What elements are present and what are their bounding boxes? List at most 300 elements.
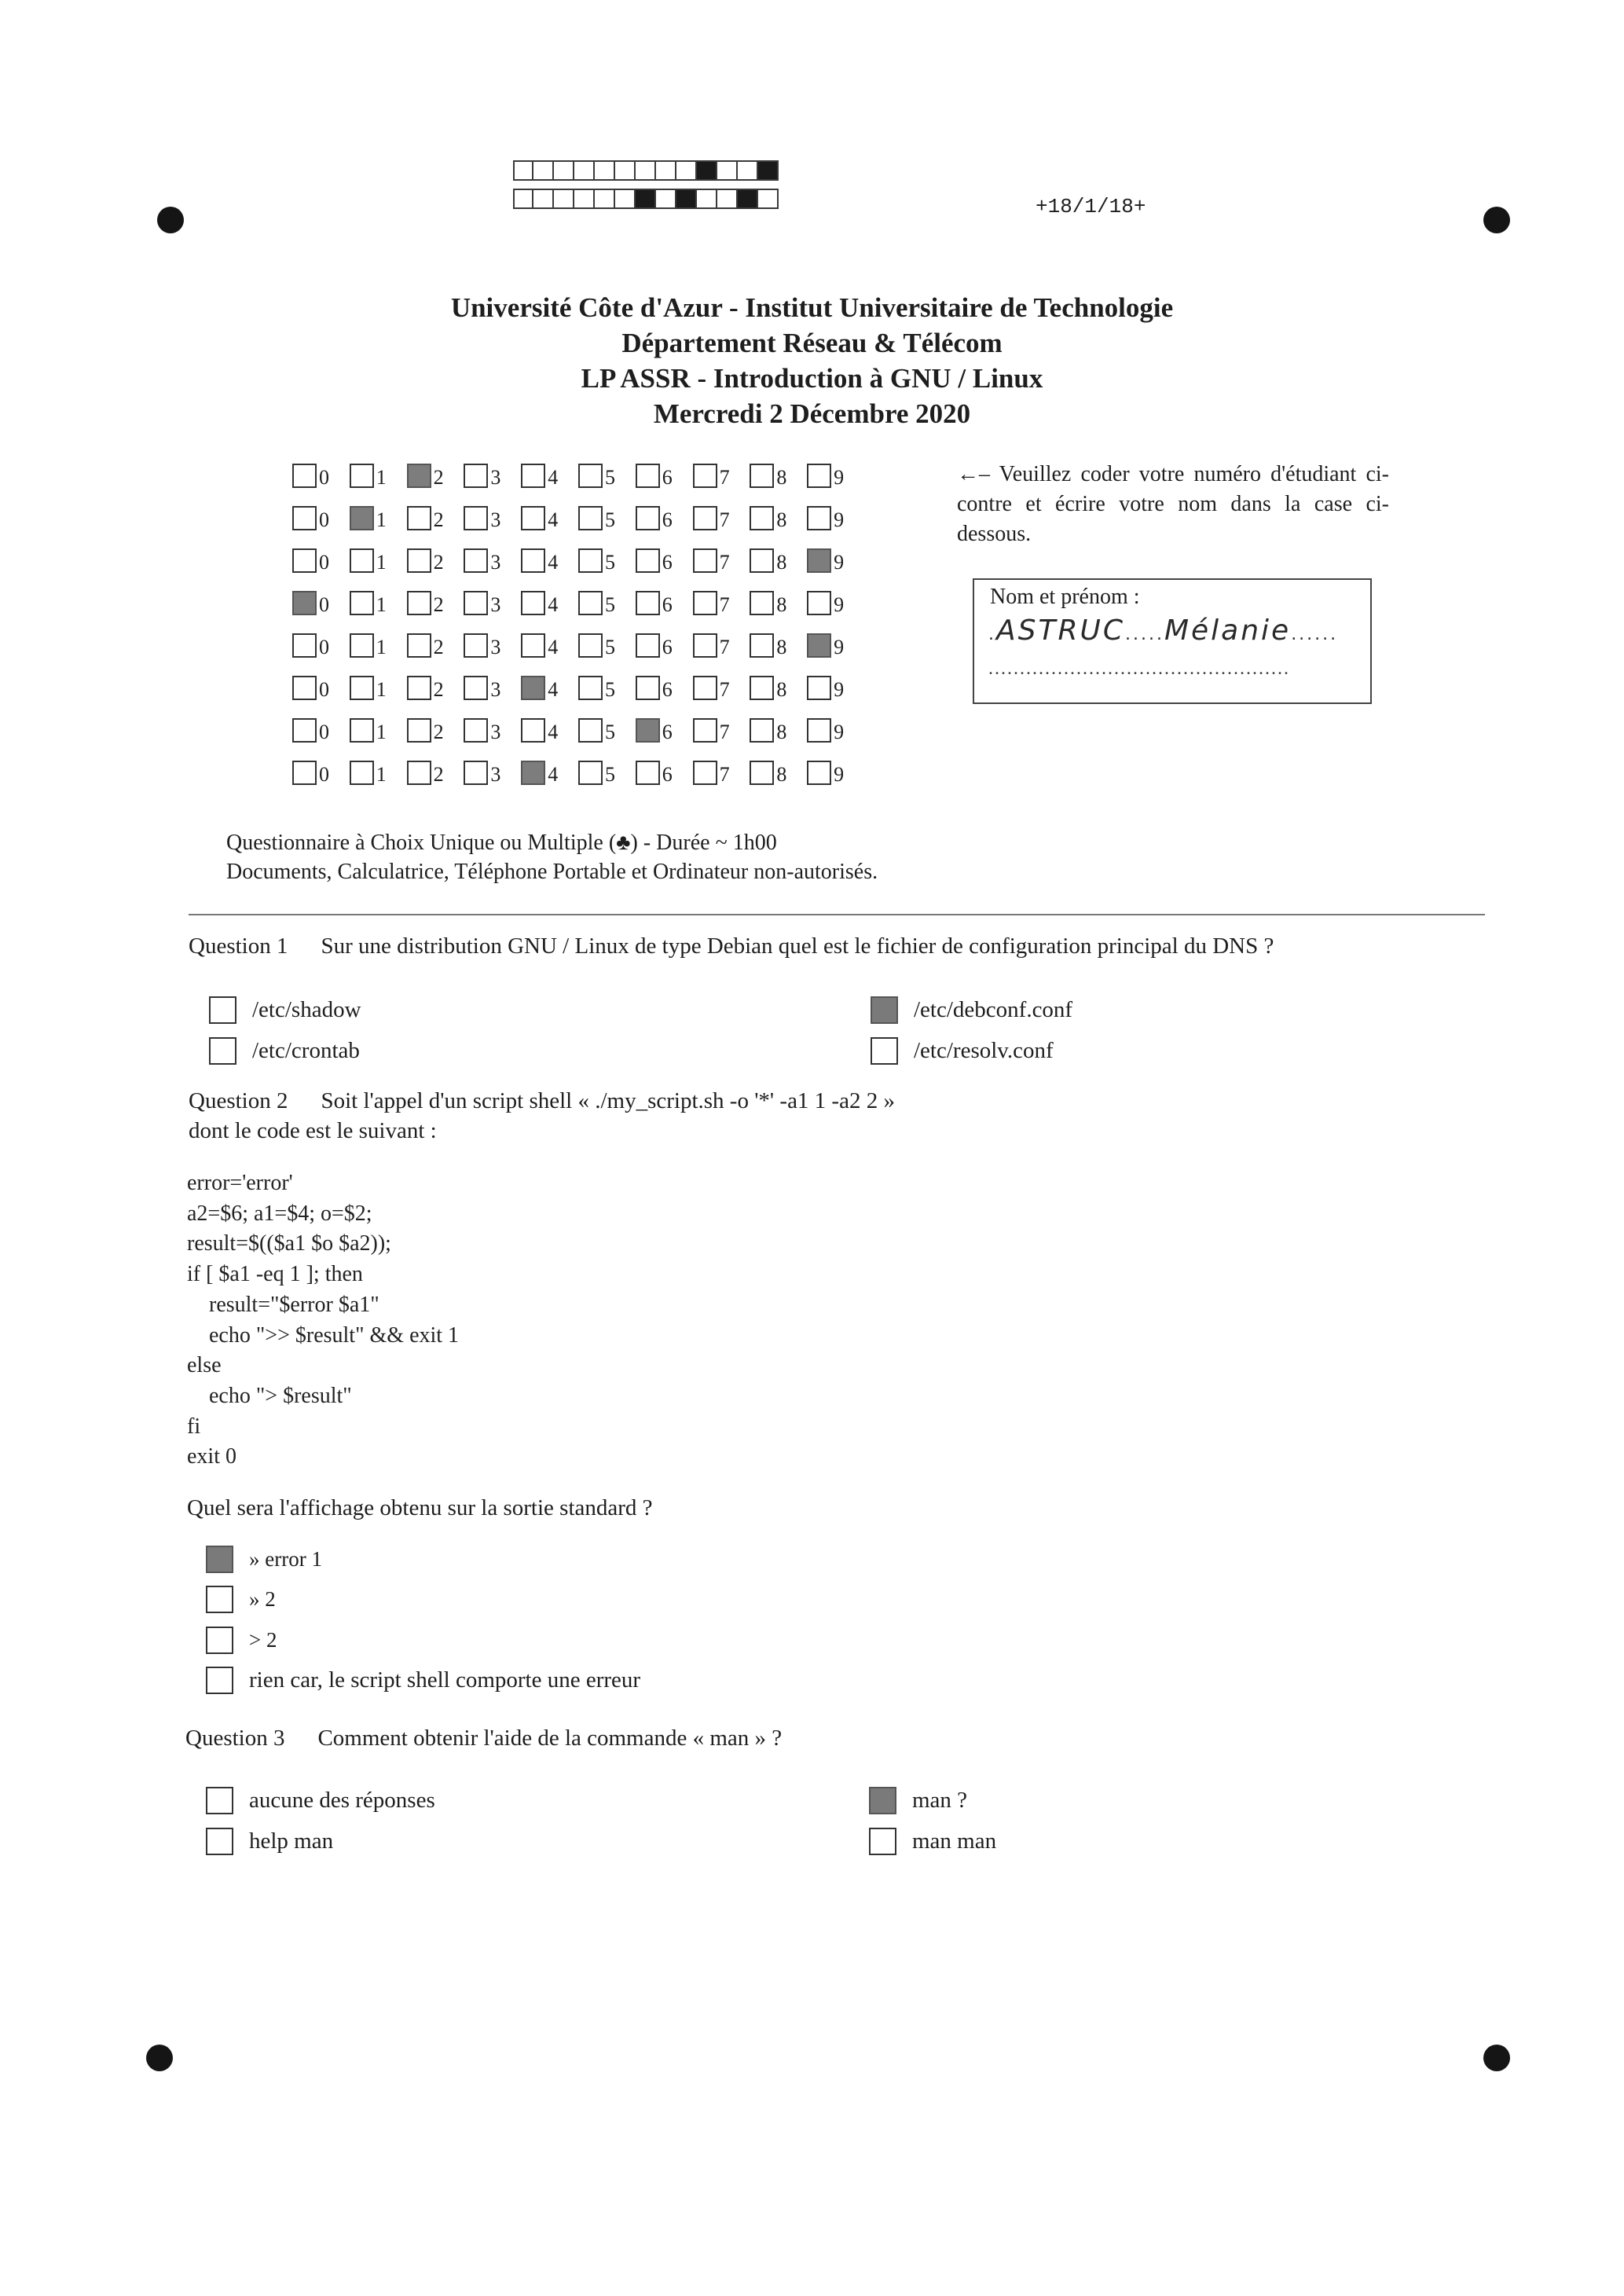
digit-option[interactable]: [578, 545, 636, 573]
question-2-title: [189, 1088, 895, 1114]
barcode-cell: [717, 160, 738, 181]
digit-option[interactable]: [636, 545, 693, 573]
digit-checkbox[interactable]: [636, 676, 660, 700]
barcode-cell: [758, 189, 779, 209]
digit-label: 4: [548, 636, 559, 658]
digit-option[interactable]: [693, 672, 750, 700]
digit-checkbox[interactable]: [521, 718, 545, 743]
digit-checkbox[interactable]: [578, 761, 603, 785]
digit-label: 4: [548, 678, 559, 701]
digit-label: 6: [662, 678, 673, 701]
digit-label: 8: [776, 721, 787, 743]
digit-option[interactable]: [350, 629, 407, 658]
digit-label: 7: [719, 593, 730, 616]
digit-checkbox[interactable]: [407, 633, 431, 658]
exam-info-line1: Questionnaire à Choix Unique ou Multiple (♣) - Durée ~ 1h00: [226, 831, 777, 855]
barcode-cell: [554, 189, 574, 209]
student-number-row-6: [292, 672, 864, 700]
digit-option[interactable]: [578, 502, 636, 530]
digit-option[interactable]: [292, 502, 350, 530]
barcode-cell: [513, 189, 533, 209]
digit-checkbox[interactable]: [464, 761, 488, 785]
barcode-cell: [676, 189, 697, 209]
digit-label: 1: [376, 508, 387, 531]
digit-checkbox[interactable]: [807, 718, 831, 743]
digit-option[interactable]: [693, 587, 750, 615]
q2-option-4-checkbox[interactable]: [206, 1667, 233, 1694]
digit-checkbox[interactable]: [292, 548, 317, 573]
digit-label: 5: [604, 678, 615, 701]
name-box-label: Nom et prénom :: [990, 585, 1140, 609]
digit-option[interactable]: [636, 757, 693, 785]
digit-option[interactable]: [350, 545, 407, 573]
digit-option[interactable]: [407, 757, 464, 785]
name-box[interactable]: [973, 578, 1372, 704]
barcode-cell: [513, 160, 533, 181]
digit-label: 8: [776, 678, 787, 701]
digit-checkbox[interactable]: [636, 761, 660, 785]
q1-option-4-checkbox[interactable]: [871, 1037, 898, 1065]
q2-option-3-checkbox[interactable]: [206, 1627, 233, 1654]
registration-mark-bottom-left: [146, 2045, 173, 2071]
q3-option-1-checkbox[interactable]: [206, 1787, 233, 1814]
digit-option[interactable]: [807, 545, 864, 573]
header-date: Mercredi 2 Décembre 2020: [653, 398, 971, 429]
digit-option[interactable]: [292, 629, 350, 658]
q2-option-2-checkbox[interactable]: [206, 1586, 233, 1613]
dots-b: ......: [1291, 625, 1339, 644]
digit-checkbox[interactable]: [636, 633, 660, 658]
digit-label: 9: [834, 678, 845, 701]
digit-option[interactable]: [464, 757, 521, 785]
digit-option[interactable]: [464, 545, 521, 573]
digit-checkbox[interactable]: [807, 676, 831, 700]
digit-label: 6: [662, 593, 673, 616]
digit-option[interactable]: [807, 502, 864, 530]
digit-label: 8: [776, 466, 787, 489]
digit-checkbox[interactable]: [521, 464, 545, 488]
digit-checkbox[interactable]: [292, 464, 317, 488]
digit-checkbox[interactable]: [350, 591, 374, 615]
digit-option[interactable]: [521, 502, 578, 530]
digit-label: 3: [490, 636, 501, 658]
digit-checkbox[interactable]: [521, 676, 545, 700]
digit-option[interactable]: [693, 460, 750, 488]
digit-label: 4: [548, 466, 559, 489]
digit-checkbox[interactable]: [578, 591, 603, 615]
instructions-text: ←– Veuillez coder votre numéro d'étudiant ci-contre et écrire votre nom dans la case ci-dessous.: [957, 462, 1389, 546]
digit-checkbox[interactable]: [292, 676, 317, 700]
digit-checkbox[interactable]: [578, 506, 603, 530]
digit-option[interactable]: [407, 587, 464, 615]
digit-label: 5: [604, 551, 615, 574]
digit-option[interactable]: [750, 545, 807, 573]
student-number-row-8: [292, 757, 864, 785]
digit-checkbox[interactable]: [636, 506, 660, 530]
digit-checkbox[interactable]: [407, 506, 431, 530]
barcode-row-1: [513, 160, 779, 181]
digit-checkbox[interactable]: [807, 591, 831, 615]
digit-option[interactable]: [578, 587, 636, 615]
q1-option-3[interactable]: [209, 1037, 360, 1065]
digit-checkbox[interactable]: [750, 548, 774, 573]
q3-option-3[interactable]: [206, 1828, 333, 1855]
q1-option-2-checkbox[interactable]: [871, 996, 898, 1024]
digit-checkbox[interactable]: [350, 464, 374, 488]
q1-option-3-label: /etc/crontab: [252, 1038, 360, 1063]
digit-label: 5: [604, 466, 615, 489]
digit-checkbox[interactable]: [407, 761, 431, 785]
digit-checkbox[interactable]: [693, 548, 717, 573]
digit-label: 1: [376, 678, 387, 701]
digit-checkbox[interactable]: [292, 506, 317, 530]
digit-option[interactable]: [636, 460, 693, 488]
digit-checkbox[interactable]: [636, 464, 660, 488]
digit-option[interactable]: [693, 757, 750, 785]
digit-label: 3: [490, 678, 501, 701]
digit-checkbox[interactable]: [578, 633, 603, 658]
digit-checkbox[interactable]: [292, 761, 317, 785]
digit-option[interactable]: [521, 672, 578, 700]
registration-mark-top-left: [157, 207, 184, 233]
q2-option-1-checkbox[interactable]: [206, 1546, 233, 1573]
digit-label: 3: [490, 551, 501, 574]
q3-option-2-checkbox[interactable]: [869, 1787, 896, 1814]
digit-label: 9: [834, 593, 845, 616]
digit-checkbox[interactable]: [464, 676, 488, 700]
digit-option[interactable]: [407, 545, 464, 573]
digit-option[interactable]: [578, 757, 636, 785]
barcode-cell: [636, 189, 656, 209]
digit-option[interactable]: [292, 587, 350, 615]
digit-checkbox[interactable]: [521, 548, 545, 573]
q3-option-3-label: help man: [249, 1828, 334, 1854]
digit-option[interactable]: [407, 672, 464, 700]
digit-label: 7: [719, 636, 730, 658]
question-3-text: Comment obtenir l'aide de la commande « man » ?: [317, 1726, 783, 1751]
digit-checkbox[interactable]: [693, 506, 717, 530]
digit-option[interactable]: [807, 460, 864, 488]
digit-label: 5: [604, 721, 615, 743]
barcode-row-2: [513, 189, 779, 209]
barcode-cell: [697, 189, 717, 209]
digit-checkbox[interactable]: [693, 464, 717, 488]
digit-label: 7: [719, 678, 730, 701]
digit-option[interactable]: [578, 714, 636, 743]
digit-option[interactable]: [464, 714, 521, 743]
digit-checkbox[interactable]: [350, 548, 374, 573]
digit-option[interactable]: [750, 672, 807, 700]
digit-checkbox[interactable]: [750, 591, 774, 615]
q2-option-3[interactable]: [206, 1627, 277, 1654]
digit-option[interactable]: [292, 460, 350, 488]
q1-option-1-checkbox[interactable]: [209, 996, 236, 1024]
digit-option[interactable]: [807, 629, 864, 658]
digit-checkbox[interactable]: [578, 676, 603, 700]
q3-option-3-checkbox[interactable]: [206, 1828, 233, 1855]
digit-label: 0: [319, 593, 329, 616]
header-course: LP ASSR - Introduction à GNU / Linux: [581, 363, 1043, 394]
digit-label: 1: [376, 466, 387, 489]
digit-checkbox[interactable]: [407, 591, 431, 615]
digit-label: 2: [433, 551, 444, 574]
digit-option[interactable]: [521, 714, 578, 743]
barcode-cell: [554, 160, 574, 181]
q3-option-1-label: aucune des réponses: [249, 1788, 435, 1813]
digit-checkbox[interactable]: [350, 761, 374, 785]
digit-option[interactable]: [521, 587, 578, 615]
digit-checkbox[interactable]: [693, 718, 717, 743]
digit-option[interactable]: [750, 757, 807, 785]
digit-option[interactable]: [292, 714, 350, 743]
dots-lead: .: [988, 625, 996, 644]
q3-option-1[interactable]: [206, 1787, 435, 1814]
digit-label: 8: [776, 551, 787, 574]
q1-option-4[interactable]: [871, 1037, 1054, 1065]
q2-option-1[interactable]: [206, 1546, 322, 1573]
q2-option-2[interactable]: [206, 1586, 276, 1613]
digit-label: 6: [662, 636, 673, 658]
q3-option-2-label: man ?: [912, 1788, 968, 1813]
digit-checkbox[interactable]: [636, 718, 660, 743]
digit-label: 4: [548, 508, 559, 531]
name-box-dotted-line: ................................................: [988, 658, 1290, 679]
digit-option[interactable]: [636, 629, 693, 658]
digit-option[interactable]: [350, 587, 407, 615]
digit-checkbox[interactable]: [807, 548, 831, 573]
digit-checkbox[interactable]: [292, 633, 317, 658]
digit-checkbox[interactable]: [521, 633, 545, 658]
q1-option-3-checkbox[interactable]: [209, 1037, 236, 1065]
digit-checkbox[interactable]: [807, 506, 831, 530]
digit-option[interactable]: [693, 629, 750, 658]
digit-option[interactable]: [407, 629, 464, 658]
digit-option[interactable]: [693, 502, 750, 530]
digit-checkbox[interactable]: [636, 591, 660, 615]
digit-label: 0: [319, 508, 329, 531]
sheet-code: +18/1/18+: [1036, 195, 1146, 218]
digit-checkbox[interactable]: [521, 761, 545, 785]
digit-option[interactable]: [464, 502, 521, 530]
digit-option[interactable]: [636, 502, 693, 530]
digit-label: 0: [319, 678, 329, 701]
digit-label: 0: [319, 636, 329, 658]
question-2-text: Soit l'appel d'un script shell « ./my_script.sh -o '*' -a1 1 -a2 2 »: [321, 1088, 895, 1113]
digit-option[interactable]: [407, 460, 464, 488]
barcode-cell: [636, 160, 656, 181]
digit-checkbox[interactable]: [578, 548, 603, 573]
digit-label: 9: [834, 763, 845, 786]
q2-option-3-label: > 2: [249, 1628, 277, 1652]
digit-option[interactable]: [693, 545, 750, 573]
digit-label: 2: [433, 466, 444, 489]
digit-option[interactable]: [750, 629, 807, 658]
digit-option[interactable]: [464, 672, 521, 700]
digit-checkbox[interactable]: [693, 633, 717, 658]
digit-label: 6: [662, 551, 673, 574]
digit-label: 6: [662, 763, 673, 786]
digit-checkbox[interactable]: [578, 718, 603, 743]
digit-option[interactable]: [636, 714, 693, 743]
q2-option-2-label: » 2: [249, 1587, 276, 1611]
q3-option-4[interactable]: [869, 1828, 996, 1855]
digit-checkbox[interactable]: [750, 464, 774, 488]
digit-option[interactable]: [807, 672, 864, 700]
digit-checkbox[interactable]: [693, 761, 717, 785]
exam-info-line2: Documents, Calculatrice, Téléphone Portable et Ordinateur non-autorisés.: [226, 860, 878, 884]
question-2-code: error='error' a2=$6; a1=$4; o=$2; result=$(($a1 $o $a2)); if [ $a1 -eq 1 ]; then result="$error $a1" echo ">> $result" && exit 1 else echo "> $result" fi exit 0: [187, 1171, 460, 1469]
handwritten-last-name: ASTRUC: [996, 614, 1125, 647]
digit-option[interactable]: [464, 587, 521, 615]
digit-label: 1: [376, 721, 387, 743]
question-2-prompt: Quel sera l'affichage obtenu sur la sortie standard ?: [187, 1495, 653, 1520]
digit-checkbox[interactable]: [292, 718, 317, 743]
digit-checkbox[interactable]: [407, 464, 431, 488]
digit-option[interactable]: [807, 714, 864, 743]
digit-label: 1: [376, 551, 387, 574]
digit-checkbox[interactable]: [807, 464, 831, 488]
barcode-cell: [697, 160, 717, 181]
digit-label: 6: [662, 721, 673, 743]
q1-option-1[interactable]: [209, 996, 361, 1024]
digit-checkbox[interactable]: [750, 633, 774, 658]
digit-option[interactable]: [350, 714, 407, 743]
digit-option[interactable]: [750, 460, 807, 488]
digit-option[interactable]: [464, 460, 521, 488]
digit-label: 5: [604, 593, 615, 616]
digit-label: 7: [719, 466, 730, 489]
digit-checkbox[interactable]: [464, 591, 488, 615]
digit-checkbox[interactable]: [807, 633, 831, 658]
digit-option[interactable]: [578, 629, 636, 658]
digit-option[interactable]: [578, 672, 636, 700]
digit-checkbox[interactable]: [350, 718, 374, 743]
digit-checkbox[interactable]: [407, 718, 431, 743]
barcode-cell: [717, 189, 738, 209]
digit-checkbox[interactable]: [350, 633, 374, 658]
question-3-title: [185, 1726, 782, 1751]
digit-label: 9: [834, 508, 845, 531]
q3-option-4-label: man man: [912, 1828, 997, 1854]
digit-label: 0: [319, 551, 329, 574]
digit-option[interactable]: [407, 502, 464, 530]
digit-option[interactable]: [521, 629, 578, 658]
digit-option[interactable]: [350, 672, 407, 700]
digit-option[interactable]: [807, 587, 864, 615]
barcode-cell: [615, 189, 636, 209]
digit-option[interactable]: [521, 460, 578, 488]
digit-checkbox[interactable]: [693, 591, 717, 615]
digit-option[interactable]: [750, 502, 807, 530]
digit-option[interactable]: [521, 545, 578, 573]
q3-option-4-checkbox[interactable]: [869, 1828, 896, 1855]
digit-option[interactable]: [807, 757, 864, 785]
digit-label: 8: [776, 636, 787, 658]
digit-label: 6: [662, 466, 673, 489]
digit-checkbox[interactable]: [750, 718, 774, 743]
digit-checkbox[interactable]: [464, 718, 488, 743]
digit-option[interactable]: [750, 714, 807, 743]
question-1-number: Question 1: [189, 933, 288, 959]
digit-checkbox[interactable]: [807, 761, 831, 785]
digit-checkbox[interactable]: [350, 676, 374, 700]
digit-option[interactable]: [521, 757, 578, 785]
barcode-cell: [738, 160, 758, 181]
student-number-row-2: [292, 502, 864, 530]
digit-option[interactable]: [578, 460, 636, 488]
digit-checkbox[interactable]: [407, 676, 431, 700]
digit-checkbox[interactable]: [464, 633, 488, 658]
digit-label: 1: [376, 763, 387, 786]
digit-option[interactable]: [464, 629, 521, 658]
dots-a: .....: [1124, 625, 1164, 644]
q3-option-2[interactable]: [869, 1787, 967, 1814]
digit-option[interactable]: [750, 587, 807, 615]
digit-checkbox[interactable]: [350, 506, 374, 530]
digit-option[interactable]: [636, 587, 693, 615]
digit-label: 9: [834, 636, 845, 658]
barcode-cell: [615, 160, 636, 181]
digit-checkbox[interactable]: [521, 506, 545, 530]
header-university: Université Côte d'Azur - Institut Universitaire de Technologie: [450, 292, 1174, 323]
digit-checkbox[interactable]: [578, 464, 603, 488]
digit-label: 9: [834, 551, 845, 574]
barcode-cell: [656, 160, 676, 181]
digit-label: 8: [776, 593, 787, 616]
digit-label: 8: [776, 763, 787, 786]
digit-checkbox[interactable]: [407, 548, 431, 573]
q1-option-2[interactable]: [871, 996, 1072, 1024]
digit-label: 7: [719, 763, 730, 786]
digit-checkbox[interactable]: [292, 591, 317, 615]
digit-checkbox[interactable]: [693, 676, 717, 700]
barcode-cell: [574, 160, 595, 181]
q2-option-1-label: » error 1: [249, 1547, 322, 1571]
digit-label: 1: [376, 593, 387, 616]
digit-label: 7: [719, 721, 730, 743]
digit-label: 9: [834, 721, 845, 743]
student-number-row-4: [292, 587, 864, 615]
q2-option-4[interactable]: [206, 1667, 640, 1694]
digit-checkbox[interactable]: [521, 591, 545, 615]
barcode-cell: [738, 189, 758, 209]
digit-checkbox[interactable]: [464, 464, 488, 488]
digit-option[interactable]: [350, 502, 407, 530]
student-number-row-7: [292, 714, 864, 743]
digit-checkbox[interactable]: [464, 548, 488, 573]
digit-checkbox[interactable]: [750, 761, 774, 785]
digit-option[interactable]: [636, 672, 693, 700]
digit-label: 0: [319, 466, 329, 489]
question-2-text2: dont le code est le suivant :: [189, 1118, 437, 1143]
question-1-title: [189, 933, 1274, 959]
handwritten-first-name: Mélanie: [1164, 614, 1292, 647]
digit-option[interactable]: [350, 757, 407, 785]
digit-option[interactable]: [407, 714, 464, 743]
barcode-cell: [574, 189, 595, 209]
digit-option[interactable]: [693, 714, 750, 743]
digit-checkbox[interactable]: [750, 676, 774, 700]
digit-checkbox[interactable]: [636, 548, 660, 573]
digit-label: 2: [433, 678, 444, 701]
digit-option[interactable]: [292, 545, 350, 573]
digit-option[interactable]: [292, 672, 350, 700]
digit-label: 5: [604, 636, 615, 658]
digit-checkbox[interactable]: [750, 506, 774, 530]
digit-option[interactable]: [350, 460, 407, 488]
digit-option[interactable]: [292, 757, 350, 785]
digit-checkbox[interactable]: [464, 506, 488, 530]
